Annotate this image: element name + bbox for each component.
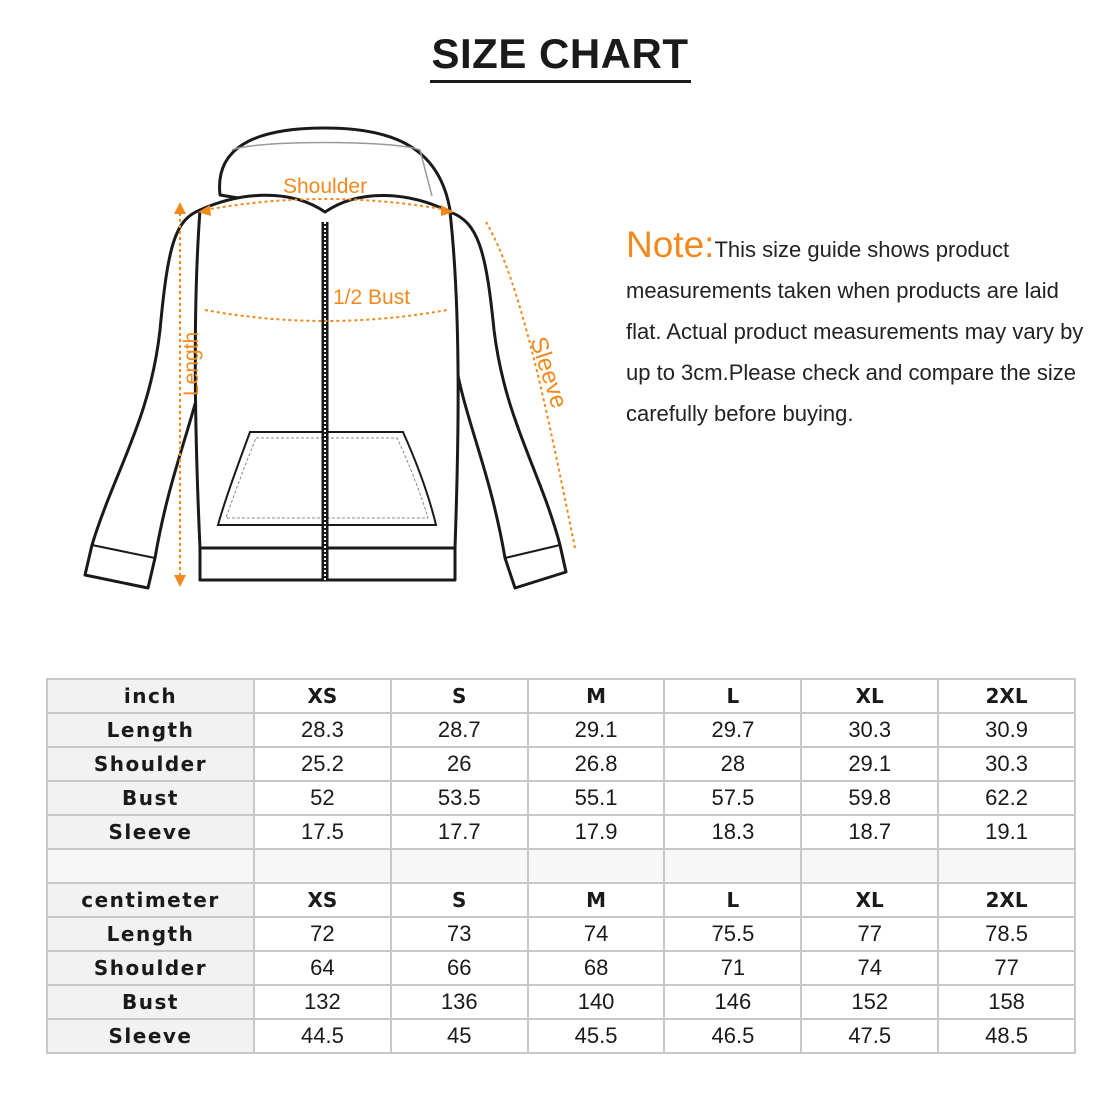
- spacer-cell: [392, 850, 527, 882]
- size-header-l: L: [665, 680, 800, 712]
- size-header-2xl: 2XL: [939, 884, 1074, 916]
- size-header-2xl: 2XL: [939, 680, 1074, 712]
- unit-label-cm: centimeter: [48, 884, 253, 916]
- table-cell: 71: [665, 952, 800, 984]
- row-label: Sleeve: [48, 1020, 253, 1052]
- table-cell: 26: [392, 748, 527, 780]
- row-label: Length: [48, 714, 253, 746]
- table-cell: 57.5: [665, 782, 800, 814]
- page-title-text: SIZE CHART: [430, 30, 691, 83]
- table-cell: 74: [529, 918, 664, 950]
- table-cell: 17.5: [255, 816, 390, 848]
- table-cell: 52: [255, 782, 390, 814]
- note-text: This size guide shows product measurements taken when products are laid flat. Actual product measurements may vary by up to 3cm.Please check and compare the size carefully before buying.: [626, 237, 1084, 426]
- table-cell: 59.8: [802, 782, 937, 814]
- row-label: Shoulder: [48, 748, 253, 780]
- table-cell: 47.5: [802, 1020, 937, 1052]
- table-cell: 25.2: [255, 748, 390, 780]
- spacer-cell: [939, 850, 1074, 882]
- size-table: [46, 678, 1076, 1054]
- row-label: Length: [48, 918, 253, 950]
- table-row: [48, 748, 1074, 780]
- table-cell: 30.3: [939, 748, 1074, 780]
- length-arrow-bottom: [174, 575, 186, 587]
- table-cell: 46.5: [665, 1020, 800, 1052]
- left-sleeve-outline: [85, 210, 205, 588]
- table-cell: 29.1: [802, 748, 937, 780]
- table-cell: 132: [255, 986, 390, 1018]
- row-label: Sleeve: [48, 816, 253, 848]
- table-cell: 48.5: [939, 1020, 1074, 1052]
- table-cell: 73: [392, 918, 527, 950]
- size-header-xs: XS: [255, 884, 390, 916]
- bust-label: 1/2 Bust: [333, 286, 411, 309]
- table-cell: 45.5: [529, 1020, 664, 1052]
- size-header-m: M: [529, 884, 664, 916]
- table-row: [48, 918, 1074, 950]
- table-cell: 26.8: [529, 748, 664, 780]
- sleeve-label: Sleeve: [524, 333, 573, 412]
- table-cell: 136: [392, 986, 527, 1018]
- table-row: [48, 1020, 1074, 1052]
- size-header-m: M: [529, 680, 664, 712]
- table-cell: 28.7: [392, 714, 527, 746]
- length-label: Length: [180, 331, 203, 396]
- table-row: [48, 816, 1074, 848]
- spacer-cell: [48, 850, 253, 882]
- table-cell: 74: [802, 952, 937, 984]
- table-cell: 28.3: [255, 714, 390, 746]
- page-title: [0, 30, 1120, 78]
- size-header-xl: XL: [802, 884, 937, 916]
- spacer-cell: [665, 850, 800, 882]
- table-cell: 53.5: [392, 782, 527, 814]
- inch-header-row: [48, 680, 1074, 712]
- table-cell: 75.5: [665, 918, 800, 950]
- table-cell: 30.3: [802, 714, 937, 746]
- table-cell: 62.2: [939, 782, 1074, 814]
- table-cell: 30.9: [939, 714, 1074, 746]
- table-cell: 78.5: [939, 918, 1074, 950]
- table-cell: 45: [392, 1020, 527, 1052]
- table-row: [48, 782, 1074, 814]
- table-cell: 55.1: [529, 782, 664, 814]
- unit-label-inch: inch: [48, 680, 253, 712]
- table-row: [48, 714, 1074, 746]
- hoodie-diagram: [70, 125, 580, 595]
- row-label: Bust: [48, 986, 253, 1018]
- size-header-xs: XS: [255, 680, 390, 712]
- spacer-cell: [802, 850, 937, 882]
- table-cell: 28: [665, 748, 800, 780]
- row-label: Bust: [48, 782, 253, 814]
- table-cell: 77: [939, 952, 1074, 984]
- table-cell: 158: [939, 986, 1074, 1018]
- table-cell: 146: [665, 986, 800, 1018]
- size-header-xl: XL: [802, 680, 937, 712]
- size-header-l: L: [665, 884, 800, 916]
- table-cell: 19.1: [939, 816, 1074, 848]
- table-cell: 18.7: [802, 816, 937, 848]
- row-label: Shoulder: [48, 952, 253, 984]
- shoulder-label: Shoulder: [283, 175, 368, 198]
- cm-header-row: [48, 884, 1074, 916]
- table-cell: 66: [392, 952, 527, 984]
- table-row: [48, 986, 1074, 1018]
- table-cell: 17.9: [529, 816, 664, 848]
- length-arrow-top: [174, 202, 186, 214]
- table-cell: 44.5: [255, 1020, 390, 1052]
- table-cell: 72: [255, 918, 390, 950]
- table-cell: 152: [802, 986, 937, 1018]
- table-row: [48, 952, 1074, 984]
- size-header-s: S: [392, 680, 527, 712]
- table-cell: 29.7: [665, 714, 800, 746]
- spacer-cell: [529, 850, 664, 882]
- size-header-s: S: [392, 884, 527, 916]
- note-paragraph: [626, 224, 1096, 434]
- table-cell: 29.1: [529, 714, 664, 746]
- spacer-cell: [255, 850, 390, 882]
- table-cell: 140: [529, 986, 664, 1018]
- table-cell: 64: [255, 952, 390, 984]
- table-cell: 68: [529, 952, 664, 984]
- table-cell: 77: [802, 918, 937, 950]
- note-label: Note:: [626, 224, 715, 265]
- table-cell: 18.3: [665, 816, 800, 848]
- table-spacer-row: [48, 850, 1074, 882]
- table-cell: 17.7: [392, 816, 527, 848]
